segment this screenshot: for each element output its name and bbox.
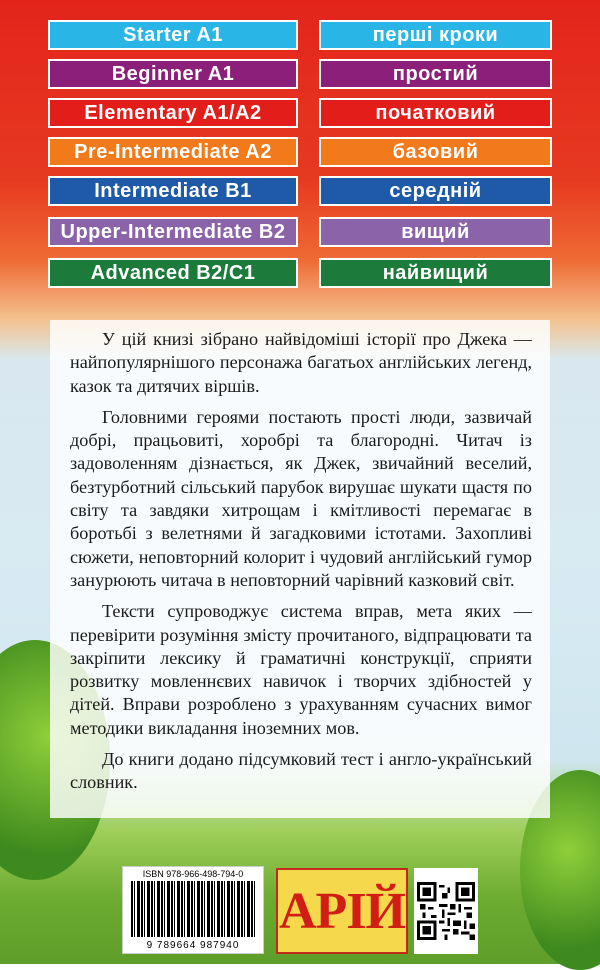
publisher-logo-text: АРІЙ [279, 882, 405, 940]
level-en-label: Starter A1 [48, 20, 298, 50]
level-ua-label: простий [319, 59, 552, 89]
level-row [48, 137, 552, 167]
level-ua-label: базовий [319, 137, 552, 167]
level-ua-label: середній [319, 176, 552, 206]
level-ua-label: найвищий [319, 258, 552, 288]
description-text [70, 328, 532, 795]
barcode-number: 9 789664 987940 [146, 940, 240, 951]
description-paragraph: У цій книзі зібрано найвідоміші історії про Джека — найпопулярнішого персонажа багатьох англійських легенд, казок та дитячих віршів. [70, 329, 532, 396]
level-row [48, 59, 552, 89]
level-table [48, 20, 552, 297]
level-ua-label: вищий [319, 217, 552, 247]
level-row [48, 20, 552, 50]
barcode-bars [131, 881, 255, 937]
qr-code-icon [414, 868, 478, 954]
description-paragraph: Головними героями постають прості люди, зазвичай добрі, працьовиті, хоробрі та благородні. Читач із задоволенням дізнається, як Джек, звичайний веселий, безтурботний сільський парубок вирушає шукати щастя по світу та завдяки хитрощам і кмітливості перемагає в боротьбі з велетнями й загадковими істотами. Захопливі сюжети, неповторний колорит і чудовий англійський гумор занурюють читача в неповторний чарівний казковий світ. [70, 406, 532, 590]
level-en-label: Elementary A1/A2 [48, 98, 298, 128]
level-en-label: Beginner A1 [48, 59, 298, 89]
level-row [48, 176, 552, 206]
description-paragraph: До книги додано підсумковий тест і англо-український словник. [70, 749, 532, 793]
isbn-label: ISBN 978-966-498-794-0 [142, 869, 244, 879]
level-row [48, 258, 552, 288]
level-row [48, 217, 552, 247]
level-en-label: Intermediate B1 [48, 176, 298, 206]
description-paragraph: Тексти супроводжує система вправ, мета яких — перевірити розуміння змісту прочитаного, відпрацювати та закріпити лексику й граматичні конструкції, сприяти розвитку мовленнєвих навичок і творчих здібностей у дітей. Вправи розроблено з урахуванням сучасних вимог методики викладання іноземних мов. [70, 601, 532, 738]
level-en-label: Advanced B2/C1 [48, 258, 298, 288]
level-en-label: Pre-Intermediate A2 [48, 137, 298, 167]
level-ua-label: перші кроки [319, 20, 552, 50]
isbn-barcode [122, 866, 264, 954]
level-ua-label: початковий [319, 98, 552, 128]
level-en-label: Upper-Intermediate B2 [48, 217, 298, 247]
publisher-logo [276, 868, 408, 954]
level-row [48, 98, 552, 128]
